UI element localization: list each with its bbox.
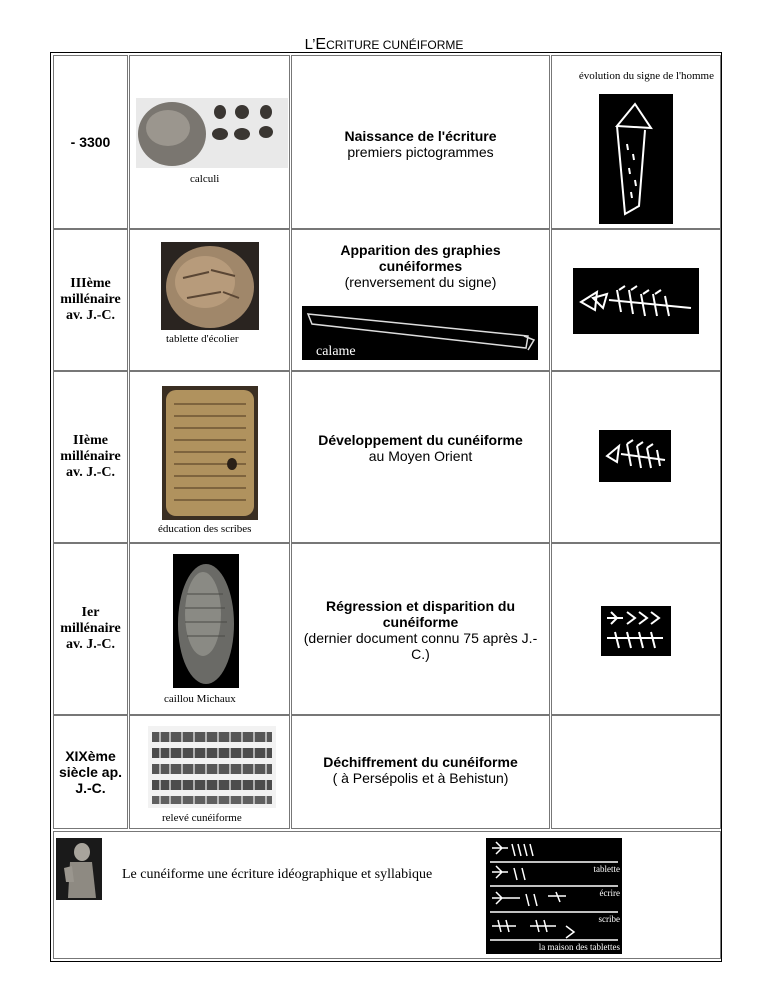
calame-label: calame — [316, 344, 356, 359]
michaux-stone-photo — [173, 554, 239, 688]
image-caption: éducation des scribes — [158, 523, 252, 535]
timeline-row — [51, 543, 721, 715]
description — [298, 242, 543, 290]
description-cell — [291, 229, 550, 371]
sign-cell — [551, 55, 721, 229]
footer-panel — [53, 831, 721, 959]
description-title: Déchiffrement du cunéiforme — [323, 754, 518, 770]
image-caption: caillou Michaux — [164, 693, 236, 705]
date-label: XIXème siècle ap. J.-C. — [58, 748, 123, 796]
description-cell — [291, 715, 550, 829]
description-cell — [291, 543, 550, 715]
date-label: IIème millénaire av. J.-C. — [60, 433, 121, 480]
description-subtitle: ( à Persépolis et à Behistun) — [332, 770, 509, 786]
image-cell — [129, 229, 290, 371]
timeline-row — [51, 715, 721, 829]
man-neo-cuneiform-icon — [601, 606, 671, 656]
sign-cell — [551, 543, 721, 715]
sign-column-header: évolution du signe de l'homme — [578, 70, 714, 82]
description-title: Régression et disparition du cunéiforme — [325, 598, 516, 630]
calculi-photo — [136, 98, 288, 168]
date-label: IIIème millénaire av. J.-C. — [60, 276, 121, 323]
description-subtitle: (dernier document connu 75 après J.-C.) — [303, 630, 538, 662]
date-label: - 3300 — [70, 134, 111, 150]
description — [298, 128, 543, 160]
statuette-photo — [56, 838, 102, 900]
description — [298, 432, 543, 464]
description-cell — [291, 55, 550, 229]
title-apostrophe: L’ — [304, 36, 316, 53]
description-cell — [291, 371, 550, 543]
man-pictogram-icon — [599, 94, 673, 224]
image-caption: calculi — [190, 173, 220, 185]
title-rest: CRITURE CUNÉIFORME — [326, 38, 464, 52]
description-title: Apparition des graphies cunéiformes — [340, 242, 501, 274]
title-initial: E — [315, 36, 327, 53]
man-cuneiform-icon — [599, 430, 671, 482]
image-cell — [129, 543, 290, 715]
image-caption: tablette d'écolier — [166, 333, 239, 345]
timeline-row — [51, 229, 721, 371]
glossary-label-scribe: scribe — [598, 914, 620, 924]
timeline-row — [51, 55, 721, 229]
date-label: Ier millénaire av. J.-C. — [60, 605, 121, 652]
sign-cell — [551, 715, 721, 829]
description-title: Naissance de l'écriture — [344, 128, 497, 144]
timeline-table — [50, 52, 722, 962]
description — [298, 754, 543, 786]
date-cell — [53, 229, 128, 371]
cuneiform-survey-image — [148, 726, 276, 808]
image-cell — [129, 715, 290, 829]
timeline-row — [51, 371, 721, 543]
description-subtitle: (renversement du signe) — [344, 274, 497, 290]
sign-cell — [551, 229, 721, 371]
calame-photo — [302, 306, 538, 360]
glossary-label-tablet: tablette — [593, 864, 620, 874]
sign-cell — [551, 371, 721, 543]
cuneiform-glossary — [486, 838, 622, 954]
glossary-label-write: écrire — [599, 888, 620, 898]
man-cuneiform-rotated-icon — [573, 268, 699, 334]
image-cell — [129, 371, 290, 543]
description-title: Développement du cunéiforme — [318, 432, 523, 448]
image-caption: relevé cunéiforme — [162, 812, 242, 824]
school-tablet-photo — [161, 242, 259, 330]
description-subtitle: au Moyen Orient — [368, 448, 473, 464]
description — [298, 598, 543, 662]
scribe-tablet-photo — [162, 386, 258, 520]
date-cell — [53, 55, 128, 229]
date-cell — [53, 715, 128, 829]
footer-text: Le cunéiforme une écriture idéographique et syllabique — [122, 867, 433, 882]
glossary-label-house-of-tablets: la maison des tablettes — [538, 942, 620, 952]
date-cell — [53, 543, 128, 715]
date-cell — [53, 371, 128, 543]
description-subtitle: premiers pictogrammes — [347, 144, 494, 160]
image-cell — [129, 55, 290, 229]
